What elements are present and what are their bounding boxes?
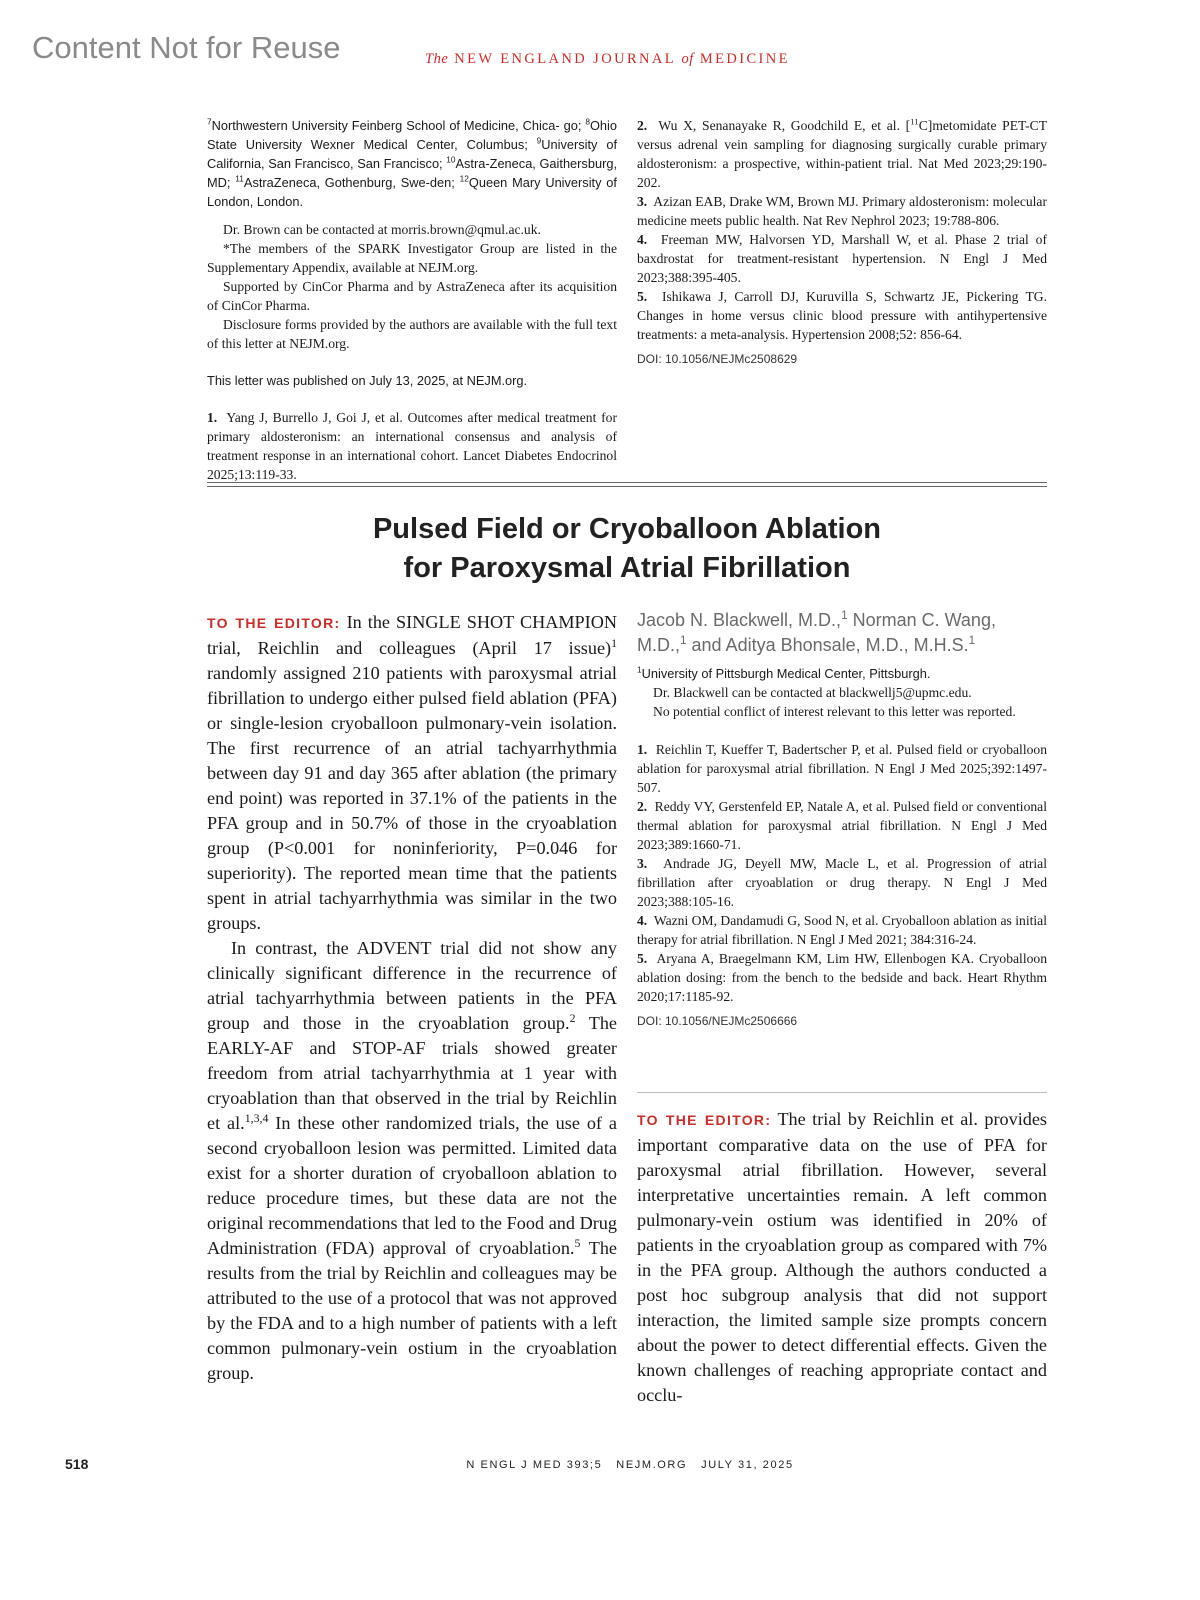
to-the-editor-label-2: TO THE EDITOR: <box>637 1112 772 1128</box>
letter-1-ref-4: 4. Wazni OM, Dandamudi G, Sood N, et al. Cryoballoon ablation as initial therapy for atrial fibrillation. N Engl J Med 2021; 384:316-24. <box>637 913 1047 947</box>
prev-published: This letter was published on July 13, 2025, at NEJM.org. <box>207 373 528 388</box>
prev-disclosure: Disclosure forms provided by the authors are available with the full text of this letter at NEJM.org. <box>207 317 617 351</box>
letter-divider <box>637 1092 1047 1093</box>
section-divider <box>207 482 1047 487</box>
journal-medicine: MEDICINE <box>699 51 790 67</box>
title-line-1: Pulsed Field or Cryoballoon Ablation <box>372 513 882 545</box>
letter-1-contact: Dr. Blackwell can be contacted at blackwellj5@upmc.edu. <box>653 685 972 700</box>
letter-1-ref-2: 2. Reddy VY, Gerstenfeld EP, Natale A, et al. Pulsed field or conventional thermal ablation for paroxysmal atrial fibrillation. N Engl J Med 2023;389:1660-71. <box>637 799 1047 852</box>
letter-1-right-column <box>637 608 1047 1031</box>
prev-letter-left-column <box>207 116 617 484</box>
letter-1-doi: DOI: 10.1056/NEJMc2506666 <box>637 1014 798 1028</box>
letter-1-body <box>207 610 617 1386</box>
letter-2-body <box>637 1107 1047 1408</box>
prev-letter-right-column <box>637 116 1047 369</box>
prev-ref-3: 3. Azizan EAB, Drake WM, Brown MJ. Primary aldosteronism: molecular medicine meets public health. Nat Rev Nephrol 2023; 19:788-806. <box>637 194 1047 228</box>
prev-members: *The members of the SPARK Investigator Group are listed in the Supplementary Appendix, available at NEJM.org. <box>207 241 617 275</box>
prev-ref-1: 1. Yang J, Burrello J, Goi J, et al. Outcomes after medical treatment for primary aldosteronism: an international consensus and analysis of treatment response in an international cohort. Lancet Diabetes Endocrinol 2025;13:119-33. <box>207 410 617 482</box>
letter-1-paragraph-1: TO THE EDITOR: In the SINGLE SHOT CHAMPION trial, Reichlin and colleagues (April 17 issue)$^1$ randomly assigned 210 patients with paroxysmal atrial fibrillation to undergo either pulsed field ablation (PFA) or single-lesion cryoballoon pulmonary-vein isolation. The first recurrence of an atrial tachyarrhythmia between day 91 and day 365 after ablation (the primary end point) was reported in 37.1% of the patients in the PFA group and in 50.7% of those in the cryoablation group (P<0.001 for noninferiority, P=0.046 for superiority). The reported mean time that the patients spent in atrial tachyarrhythmia was similar in the two groups. <box>207 612 618 933</box>
prev-notes <box>207 220 617 353</box>
prev-ref-2: 2. Wu X, Senanayake R, Goodchild E, et al. [$^{11}$C]metomidate PET-CT versus adrenal vein sampling for diagnosing surgically curable primary aldosteronism: a prospective, within-patient trial. Nat Med 2023;29:190-202. <box>637 116 1047 190</box>
title-line-2: for Paroxysmal Atrial Fibrillation <box>403 552 851 584</box>
prev-contact: Dr. Brown can be contacted at morris.brown@qmul.ac.uk. <box>223 222 541 237</box>
letter-1-ref-3: 3. Andrade JG, Deyell MW, Macle L, et al. Progression of atrial fibrillation after cryoablation or drug therapy. N Engl J Med 2023;388:105-16. <box>637 856 1047 909</box>
prev-ref-5: 5. Ishikawa J, Carroll DJ, Kuruvilla S, Schwartz JE, Pickering TG. Changes in home versus clinic blood pressure with antihypertensive treatments: a meta-analysis. Hypertension 2008;52: 856-64. <box>637 289 1047 342</box>
letter-1-references <box>637 740 1047 1031</box>
letter-1-ref-1: 1. Reichlin T, Kueffer T, Badertscher P, et al. Pulsed field or cryoballoon ablation for paroxysmal atrial fibrillation. N Engl J Med 2025;392:1497-507. <box>637 742 1048 795</box>
prev-affiliations: $^7$Northwestern University Feinberg School of Medicine, Chica- go; $^8$Ohio State University Wexner Medical Center, Columbus; $^9$University of California, San Francisco, San Francisco; $^{10}$Astra-Zeneca, Gaithersburg, MD; $^{11}$AstraZeneca, Gothenburg, Swe-den; $^{12}$Queen Mary University of London, London. <box>207 116 617 209</box>
journal-name: NEW ENGLAND JOURNAL <box>454 51 676 67</box>
letter-1-ref-5: 5. Aryana A, Braegelmann KM, Lim HW, Ellenbogen KA. Cryoballoon ablation dosing: from the bench to the bedside and back. Heart Rhythm 2020;17:1185-92. <box>637 951 1047 1004</box>
letter-1-affiliation: $^1$University of Pittsburgh Medical Center, Pittsburgh. <box>637 664 931 681</box>
letter-1-notes <box>637 683 1047 721</box>
to-the-editor-label: TO THE EDITOR: <box>207 615 341 631</box>
article-title <box>207 510 1047 588</box>
journal-the: The <box>425 51 449 67</box>
page-number: 518 <box>65 1456 89 1472</box>
prev-supported: Supported by CinCor Pharma and by AstraZeneca after its acquisition of CinCor Pharma. <box>207 279 617 313</box>
journal-of: of <box>681 51 694 67</box>
prev-ref-4: 4. Freeman MW, Halvorsen YD, Marshall W, et al. Phase 2 trial of baxdrostat for treatment-resistant hypertension. N Engl J Med 2023;388:395-405. <box>637 232 1047 285</box>
footer-citation: N ENGL J MED 393;5 NEJM.ORG JULY 31, 2025 <box>466 1459 794 1471</box>
letter-1-conflict: No potential conflict of interest relevant to this letter was reported. <box>653 704 1016 719</box>
watermark: Content Not for Reuse <box>32 30 341 65</box>
journal-header <box>425 51 790 68</box>
prev-doi: DOI: 10.1056/NEJMc2508629 <box>637 352 798 366</box>
letter-2-paragraph-1: TO THE EDITOR: The trial by Reichlin et al. provides important comparative data on the use of PFA for paroxysmal atrial fibrillation. However, several interpretative uncertainties remain. A left common pulmonary-vein ostium was identified in 20% of patients in the cryoablation group as compared with 7% in the PFA group. Although the authors conducted a post hoc subgroup analysis that did not support interaction, the limited sample size prompts concern about the power to detect differential effects. Given the known challenges of reaching appropriate contact and occlu- <box>637 1109 1048 1405</box>
letter-1-paragraph-2: In contrast, the ADVENT trial did not show any clinically significant difference in the recurrence of atrial tachyarrhythmia between patients in the PFA group and those in the cryoablation group.$^2$ The EARLY-AF and STOP-AF trials showed greater freedom from atrial tachyarrhythmia at 1 year with cryoablation than that observed in the trial by Reichlin et al.$^{1,3,4}$ In these other randomized trials, the use of a second cryoballoon lesion was permitted. Limited data exist for a shorter duration of cryoballoon ablation to reduce procedure times, but these data are not the original recommendations that led to the Food and Drug Administration (FDA) approval of cryoablation.$^5$ The results from the trial by Reichlin and colleagues may be attributed to the use of a protocol that was not approved by the FDA and to a high number of patients with a left common pulmonary-vein ostium in the cryoablation group. <box>207 938 617 1383</box>
letter-1-authors: Jacob N. Blackwell, M.D.,$^1$ Norman C. Wang, M.D.,$^1$ and Aditya Bhonsale, M.D., M.H.S.$^1$ <box>637 609 996 655</box>
